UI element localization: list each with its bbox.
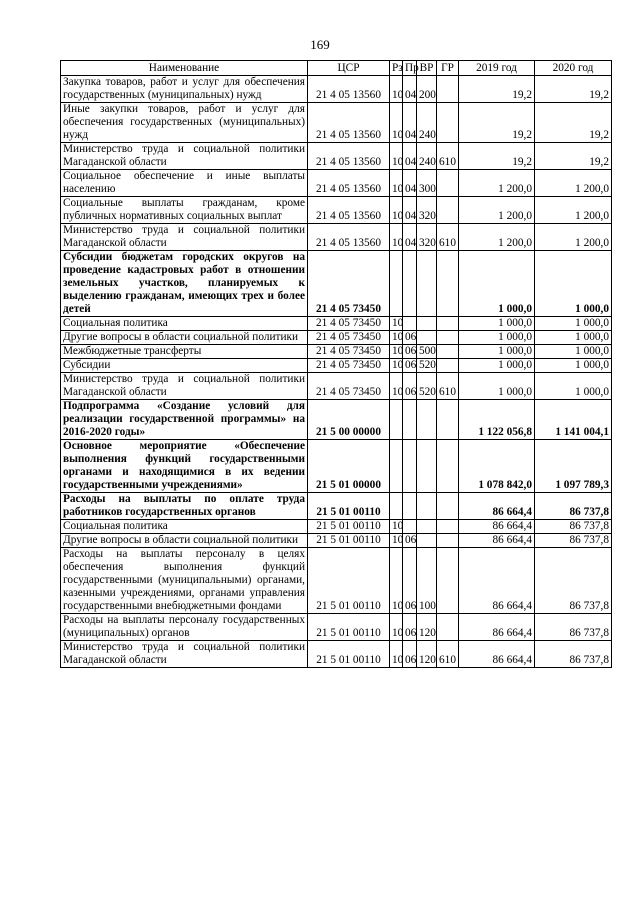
cell-csr: 21 5 01 00110 xyxy=(308,614,390,641)
cell-pr: 04 xyxy=(403,76,417,103)
table-row xyxy=(61,345,612,359)
cell-2020: 1 000,0 xyxy=(535,345,612,359)
table-row xyxy=(61,197,612,224)
cell-csr: 21 5 01 00110 xyxy=(308,493,390,520)
cell-rz: 10 xyxy=(390,76,403,103)
table-row xyxy=(61,614,612,641)
header-name: Наименование xyxy=(61,61,308,76)
cell-2020: 1 141 004,1 xyxy=(535,400,612,440)
cell-2020: 1 200,0 xyxy=(535,224,612,251)
cell-name: Министерство труда и социальной политики Магаданской области xyxy=(61,641,308,668)
header-2019: 2019 год xyxy=(459,61,535,76)
cell-gr xyxy=(437,331,459,345)
cell-csr: 21 4 05 73450 xyxy=(308,359,390,373)
cell-vr: 100 xyxy=(417,548,437,614)
cell-rz: 10 xyxy=(390,317,403,331)
cell-name: Расходы на выплаты персоналу в целях обеспечения выполнения функций государственными (муниципальными) органами, казенными учреждениями, органами управления государственными внебюджетными фондами xyxy=(61,548,308,614)
cell-csr: 21 5 01 00110 xyxy=(308,548,390,614)
cell-name: Другие вопросы в области социальной политики xyxy=(61,331,308,345)
cell-vr xyxy=(417,440,437,493)
cell-csr: 21 4 05 13560 xyxy=(308,197,390,224)
page-number: 169 xyxy=(310,37,330,52)
cell-name: Социальные выплаты гражданам, кроме публичных нормативных социальных выплат xyxy=(61,197,308,224)
cell-rz: 10 xyxy=(390,143,403,170)
table-row xyxy=(61,251,612,317)
cell-pr xyxy=(403,317,417,331)
cell-gr xyxy=(437,317,459,331)
cell-rz: 10 xyxy=(390,373,403,400)
cell-vr: 520 xyxy=(417,359,437,373)
cell-2020: 86 737,8 xyxy=(535,614,612,641)
cell-rz: 10 xyxy=(390,103,403,143)
cell-name: Министерство труда и социальной политики Магаданской области xyxy=(61,224,308,251)
cell-vr xyxy=(417,534,437,548)
cell-csr: 21 4 05 13560 xyxy=(308,224,390,251)
cell-gr xyxy=(437,345,459,359)
cell-vr: 300 xyxy=(417,170,437,197)
cell-name: Расходы на выплаты по оплате труда работников государственных органов xyxy=(61,493,308,520)
cell-2020: 86 737,8 xyxy=(535,641,612,668)
table-row xyxy=(61,76,612,103)
cell-vr: 120 xyxy=(417,641,437,668)
cell-2019: 1 000,0 xyxy=(459,359,535,373)
cell-name: Другие вопросы в области социальной политики xyxy=(61,534,308,548)
cell-vr xyxy=(417,400,437,440)
cell-rz xyxy=(390,251,403,317)
cell-csr: 21 5 01 00110 xyxy=(308,520,390,534)
cell-gr xyxy=(437,251,459,317)
cell-2019: 1 122 056,8 xyxy=(459,400,535,440)
cell-name: Социальное обеспечение и иные выплаты населению xyxy=(61,170,308,197)
cell-pr: 04 xyxy=(403,197,417,224)
cell-pr xyxy=(403,251,417,317)
cell-2019: 86 664,4 xyxy=(459,493,535,520)
cell-pr: 06 xyxy=(403,331,417,345)
cell-vr: 500 xyxy=(417,345,437,359)
cell-2019: 1 078 842,0 xyxy=(459,440,535,493)
cell-2019: 1 200,0 xyxy=(459,170,535,197)
cell-csr: 21 4 05 73450 xyxy=(308,345,390,359)
cell-gr xyxy=(437,440,459,493)
cell-csr: 21 5 00 00000 xyxy=(308,400,390,440)
cell-gr xyxy=(437,400,459,440)
cell-2019: 1 000,0 xyxy=(459,373,535,400)
table-row xyxy=(61,534,612,548)
cell-name: Министерство труда и социальной политики Магаданской области xyxy=(61,143,308,170)
cell-pr: 06 xyxy=(403,373,417,400)
cell-rz: 10 xyxy=(390,359,403,373)
cell-2020: 1 200,0 xyxy=(535,197,612,224)
cell-2019: 19,2 xyxy=(459,76,535,103)
cell-2019: 1 000,0 xyxy=(459,345,535,359)
cell-gr xyxy=(437,614,459,641)
cell-2019: 86 664,4 xyxy=(459,520,535,534)
cell-name: Подпрограмма «Создание условий для реализации государственной программы» на 2016-2020 годы» xyxy=(61,400,308,440)
cell-gr xyxy=(437,76,459,103)
cell-rz xyxy=(390,493,403,520)
cell-2019: 19,2 xyxy=(459,103,535,143)
cell-2020: 86 737,8 xyxy=(535,534,612,548)
cell-name: Иные закупки товаров, работ и услуг для обеспечения государственных (муниципальных) нужд xyxy=(61,103,308,143)
cell-csr: 21 4 05 13560 xyxy=(308,76,390,103)
table-row xyxy=(61,548,612,614)
table-row xyxy=(61,103,612,143)
cell-csr: 21 4 05 73450 xyxy=(308,373,390,400)
cell-vr: 200 xyxy=(417,76,437,103)
table-body xyxy=(61,76,612,668)
cell-2020: 86 737,8 xyxy=(535,548,612,614)
table-row xyxy=(61,641,612,668)
table-row xyxy=(61,520,612,534)
cell-2020: 1 097 789,3 xyxy=(535,440,612,493)
cell-gr xyxy=(437,359,459,373)
cell-pr: 06 xyxy=(403,548,417,614)
cell-2019: 86 664,4 xyxy=(459,548,535,614)
cell-pr xyxy=(403,400,417,440)
cell-gr xyxy=(437,548,459,614)
cell-2019: 86 664,4 xyxy=(459,534,535,548)
cell-gr xyxy=(437,520,459,534)
cell-name: Межбюджетные трансферты xyxy=(61,345,308,359)
cell-2019: 1 200,0 xyxy=(459,197,535,224)
cell-2019: 1 000,0 xyxy=(459,251,535,317)
table-row xyxy=(61,170,612,197)
cell-2020: 1 000,0 xyxy=(535,331,612,345)
header-pr: Пр xyxy=(403,61,417,76)
cell-vr xyxy=(417,251,437,317)
cell-2020: 86 737,8 xyxy=(535,520,612,534)
cell-gr xyxy=(437,103,459,143)
cell-csr: 21 5 01 00000 xyxy=(308,440,390,493)
cell-2019: 1 000,0 xyxy=(459,317,535,331)
cell-vr: 120 xyxy=(417,614,437,641)
cell-2019: 1 000,0 xyxy=(459,331,535,345)
table-row xyxy=(61,359,612,373)
table-row xyxy=(61,143,612,170)
cell-rz xyxy=(390,400,403,440)
cell-2020: 1 000,0 xyxy=(535,317,612,331)
cell-pr: 04 xyxy=(403,143,417,170)
cell-gr xyxy=(437,493,459,520)
cell-csr: 21 5 01 00110 xyxy=(308,534,390,548)
cell-name: Субсидии бюджетам городских округов на проведение кадастровых работ в отношении земельных участков, планируемых к выделению гражданам, имеющих трех и более детей xyxy=(61,251,308,317)
table-row xyxy=(61,331,612,345)
cell-vr: 240 xyxy=(417,103,437,143)
table-row xyxy=(61,440,612,493)
cell-2019: 86 664,4 xyxy=(459,641,535,668)
header-vr: ВР xyxy=(417,61,437,76)
cell-gr: 610 xyxy=(437,373,459,400)
cell-csr: 21 4 05 13560 xyxy=(308,103,390,143)
cell-vr: 240 xyxy=(417,143,437,170)
cell-vr: 320 xyxy=(417,197,437,224)
cell-gr: 610 xyxy=(437,641,459,668)
cell-pr: 04 xyxy=(403,224,417,251)
cell-pr: 04 xyxy=(403,170,417,197)
cell-name: Социальная политика xyxy=(61,520,308,534)
cell-csr: 21 4 05 73450 xyxy=(308,251,390,317)
header-2020: 2020 год xyxy=(535,61,612,76)
cell-rz: 10 xyxy=(390,614,403,641)
cell-pr xyxy=(403,520,417,534)
cell-gr xyxy=(437,534,459,548)
cell-gr xyxy=(437,197,459,224)
table-row xyxy=(61,224,612,251)
cell-gr xyxy=(437,170,459,197)
cell-pr xyxy=(403,440,417,493)
cell-2020: 19,2 xyxy=(535,103,612,143)
table-row xyxy=(61,317,612,331)
cell-rz: 10 xyxy=(390,170,403,197)
cell-gr: 610 xyxy=(437,143,459,170)
cell-csr: 21 4 05 73450 xyxy=(308,331,390,345)
cell-2020: 1 000,0 xyxy=(535,251,612,317)
cell-rz: 10 xyxy=(390,345,403,359)
cell-name: Расходы на выплаты персоналу государственных (муниципальных) органов xyxy=(61,614,308,641)
table-row xyxy=(61,400,612,440)
cell-rz: 10 xyxy=(390,224,403,251)
cell-2019: 1 200,0 xyxy=(459,224,535,251)
cell-pr: 06 xyxy=(403,614,417,641)
cell-vr xyxy=(417,493,437,520)
cell-pr: 06 xyxy=(403,641,417,668)
table-header-row xyxy=(61,61,612,76)
cell-name: Субсидии xyxy=(61,359,308,373)
budget-table xyxy=(60,60,612,668)
cell-rz xyxy=(390,440,403,493)
cell-2020: 1 000,0 xyxy=(535,359,612,373)
cell-name: Закупка товаров, работ и услуг для обеспечения государственных (муниципальных) нужд xyxy=(61,76,308,103)
header-gr: ГР xyxy=(437,61,459,76)
table-row xyxy=(61,493,612,520)
cell-2020: 1 000,0 xyxy=(535,373,612,400)
cell-csr: 21 4 05 13560 xyxy=(308,143,390,170)
cell-pr: 06 xyxy=(403,534,417,548)
cell-rz: 10 xyxy=(390,331,403,345)
cell-2020: 1 200,0 xyxy=(535,170,612,197)
cell-vr: 320 xyxy=(417,224,437,251)
cell-name: Министерство труда и социальной политики Магаданской области xyxy=(61,373,308,400)
cell-pr: 06 xyxy=(403,359,417,373)
cell-name: Основное мероприятие «Обеспечение выполнения функций государственными органами и находящимися в их ведении государственными учреждениями» xyxy=(61,440,308,493)
cell-rz: 10 xyxy=(390,520,403,534)
cell-csr: 21 5 01 00110 xyxy=(308,641,390,668)
cell-pr: 06 xyxy=(403,345,417,359)
cell-vr xyxy=(417,331,437,345)
cell-vr xyxy=(417,317,437,331)
cell-pr xyxy=(403,493,417,520)
cell-rz: 10 xyxy=(390,534,403,548)
cell-2020: 19,2 xyxy=(535,143,612,170)
cell-rz: 10 xyxy=(390,197,403,224)
header-rz: Рз xyxy=(390,61,403,76)
cell-rz: 10 xyxy=(390,548,403,614)
cell-2020: 86 737,8 xyxy=(535,493,612,520)
header-csr: ЦСР xyxy=(308,61,390,76)
cell-csr: 21 4 05 13560 xyxy=(308,170,390,197)
cell-2020: 19,2 xyxy=(535,76,612,103)
cell-gr: 610 xyxy=(437,224,459,251)
cell-name: Социальная политика xyxy=(61,317,308,331)
cell-csr: 21 4 05 73450 xyxy=(308,317,390,331)
cell-vr: 520 xyxy=(417,373,437,400)
cell-2019: 19,2 xyxy=(459,143,535,170)
cell-rz: 10 xyxy=(390,641,403,668)
cell-pr: 04 xyxy=(403,103,417,143)
table-row xyxy=(61,373,612,400)
cell-vr xyxy=(417,520,437,534)
cell-2019: 86 664,4 xyxy=(459,614,535,641)
